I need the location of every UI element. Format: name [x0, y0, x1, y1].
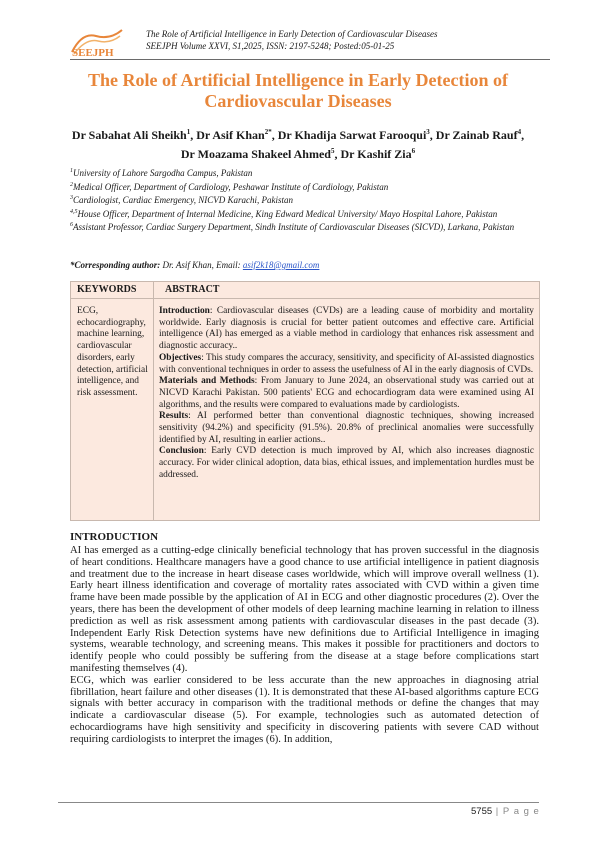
abstract-section: [159, 376, 534, 411]
affiliation-text: Medical Officer, Department of Cardiology, Peshawar Institute of Cardiology, Pakistan: [73, 181, 389, 192]
keywords-heading: KEYWORDS: [77, 284, 137, 295]
affiliation-text: House Officer, Department of Internal Medicine, King Edward Medical University/ Mayo Hospital Lahore, Pakistan: [77, 208, 498, 219]
corresponding-label: *Corresponding author:: [70, 260, 161, 270]
author-affiliation-mark: 4: [517, 128, 522, 136]
abstract-section: [159, 446, 534, 481]
header-volume-info: SEEJPH Volume XXVI, S1,2025, ISSN: 2197-5248; Posted:05-01-25: [146, 41, 395, 51]
abstract-heading: ABSTRACT: [165, 284, 220, 295]
affiliation-item: [70, 180, 539, 194]
author-affiliation-mark: 6: [411, 147, 416, 155]
corresponding-email-link[interactable]: asif2k18@gmail.com: [242, 260, 320, 270]
affiliation-item: [70, 193, 539, 207]
affiliation-text: University of Lahore Sargodha Campus, Pakistan: [73, 168, 253, 178]
affiliation-item: [70, 166, 539, 180]
page-number: [471, 806, 540, 817]
abstract-section-label: Objectives: [159, 352, 202, 363]
keywords-list: ECG, echocardiography, machine learning, cardiovascular disorders, early detection, artificial intelligence, and risk assessment.: [77, 306, 148, 398]
corresponding-text: Dr. Asif Khan, Email:: [160, 260, 243, 270]
author-name: Dr Moazama Shakeel Ahmed: [180, 147, 331, 161]
abstract-section-text: : Early CVD detection is much improved by AI, which also increases diagnostic accuracy. For wider clinical adoption, data bias, ethical issues, and implementation hurdles must be addressed.: [159, 446, 534, 480]
author-affiliation-mark: 1: [186, 128, 191, 136]
author-affiliation-mark: 5: [330, 147, 335, 155]
abstract-section-text: : From January to June 2024, an observational study was carried out at NICVD Karachi Pakistan. 500 patients' ECG and echocardiogram data were examined using AI algorithms, and the results were compared to evaluations made by cardiologists.: [159, 376, 534, 410]
author-name: Dr Sabahat Ali Sheikh: [71, 128, 187, 142]
logo-text: SEEJPH: [72, 47, 114, 58]
affiliation-text: Assistant Professor, Cardiac Surgery Department, Sindh Institute of Cardiovascular Diseases (SICVD), Larkana, Pakistan: [73, 222, 515, 233]
abstract-table-header: [71, 282, 539, 299]
author-name: Dr Asif Khan: [196, 128, 265, 142]
abstract-section-text: : AI performed better than conventional diagnostic techniques, showing increased sensitivity (94.2%) and specificity (91.5%). 20.8% of preclinical anomalies were successfully identified by AI, resulting in earlier actions..: [159, 411, 534, 445]
affiliation-mark: 1: [70, 168, 73, 174]
abstract-section-text: : Cardiovascular diseases (CVDs) are a leading cause of morbidity and mortality worldwide. Early diagnosis is crucial for better patient outcomes and effective care. Artificial intelligence (AI) has emerged as a viable method in cardiology that enhances risk assessment and diagnostic accuracy..: [159, 306, 534, 352]
header-article-title: The Role of Artificial Intelligence in Early Detection of Cardiovascular Diseases: [146, 29, 438, 39]
abstract-table: [70, 281, 540, 521]
abstract-section-label: Conclusion: [159, 446, 204, 457]
affiliation-item: [70, 220, 539, 234]
paper-title: The Role of Artificial Intelligence in Early Detection of Cardiovascular Diseases: [88, 70, 508, 111]
abstract-section: [159, 306, 534, 353]
footer-divider: [58, 802, 539, 803]
affiliation-item: [70, 207, 539, 221]
abstract-section-text: : This study compares the accuracy, sensitivity, and specificity of AI-assisted diagnostics with conventional techniques in order to assess the usefulness of AI in the early diagnosis of CVDs.: [159, 352, 534, 375]
intro-paragraph: ECG, which was earlier considered to be less accurate than the new approaches in diagnosing atrial fibrillation, heart failure and other diseases (1). It is demonstrated that these AI-based algorithms capture ECG signals with better accuracy in comparison with the traditional methods or define the changes that may indicate a cardiovascular disease (5). For example, technologies such as automated detection of echocardiograms have high sensitivity and specificity in discovering patients with severe CAD without requiring cardiologists to interpret the images (6). In addition,: [70, 674, 539, 745]
abstract-section-label: Materials and Methods: [159, 376, 255, 387]
header-divider: [70, 59, 550, 60]
abstract-section-label: Results: [159, 411, 189, 422]
journal-logo: [70, 26, 124, 58]
introduction-body: [70, 545, 539, 746]
page-label: | P a g e: [492, 806, 540, 817]
column-divider: [153, 282, 154, 520]
abstract-section-label: Introduction: [159, 306, 210, 316]
author-name: Dr Zainab Rauf: [435, 128, 518, 142]
section-heading-introduction: INTRODUCTION: [70, 531, 159, 543]
corresponding-author: [70, 260, 539, 270]
author-affiliation-mark: 3: [426, 128, 430, 136]
affiliation-mark: 2: [70, 181, 73, 188]
abstract-body: [159, 306, 534, 482]
running-header: [70, 26, 550, 62]
affiliation-mark: 3: [70, 195, 73, 202]
affiliation-mark: 4,5: [70, 208, 78, 215]
affiliations: [70, 166, 539, 234]
author-name: Dr Khadija Sarwat Farooqui: [277, 128, 427, 142]
abstract-section: [159, 411, 534, 446]
affiliation-text: Cardiologist, Cardiac Emergency, NICVD Karachi, Pakistan: [73, 195, 293, 206]
abstract-section: [159, 353, 534, 376]
affiliation-mark: 6: [70, 222, 73, 229]
author-affiliation-mark: 2*: [264, 128, 272, 136]
intro-paragraph: AI has emerged as a cutting-edge clinically beneficial technology that has proven successful in the diagnosis of heart conditions. Healthcare managers have a good chance to use artificial intelligence in patient diagnosis and treatment due to the increase in heart disease cases worldwide, which will improve overall wellness (1). Early heart illness identification and coverage of mortality rates associated with CVD within a given time frame have been made possible by the application of AI in ECG and other diagnostic procedures (2). Over the years, there has been the development of other models of deep learning machine learning in relation to illness prediction as well as risk assessment among patients with cardiovascular diseases in the past decade (3). Independent Early Risk Detection systems have new definitions due to Artificial Intelligence in imaging systems, wearable technology, and screening means. This makes it possible for practitioners and doctors to identify people who could possibly be suffering from the disease at a stage before complications start manifesting themselves (4).: [70, 545, 539, 674]
page-number-value: 5755: [471, 806, 493, 817]
author-list: Dr Sabahat Ali Sheikh$^1$, Dr Asif Khan$^{2*}$, Dr Khadija Sarwat Farooqui$^3$, Dr Zainab Rauf$^4$, Dr Moazama Shakeel Ahmed$^5$, Dr Kashif Zia$^6$: [71, 128, 525, 161]
author-name: Dr Kashif Zia: [340, 147, 412, 161]
